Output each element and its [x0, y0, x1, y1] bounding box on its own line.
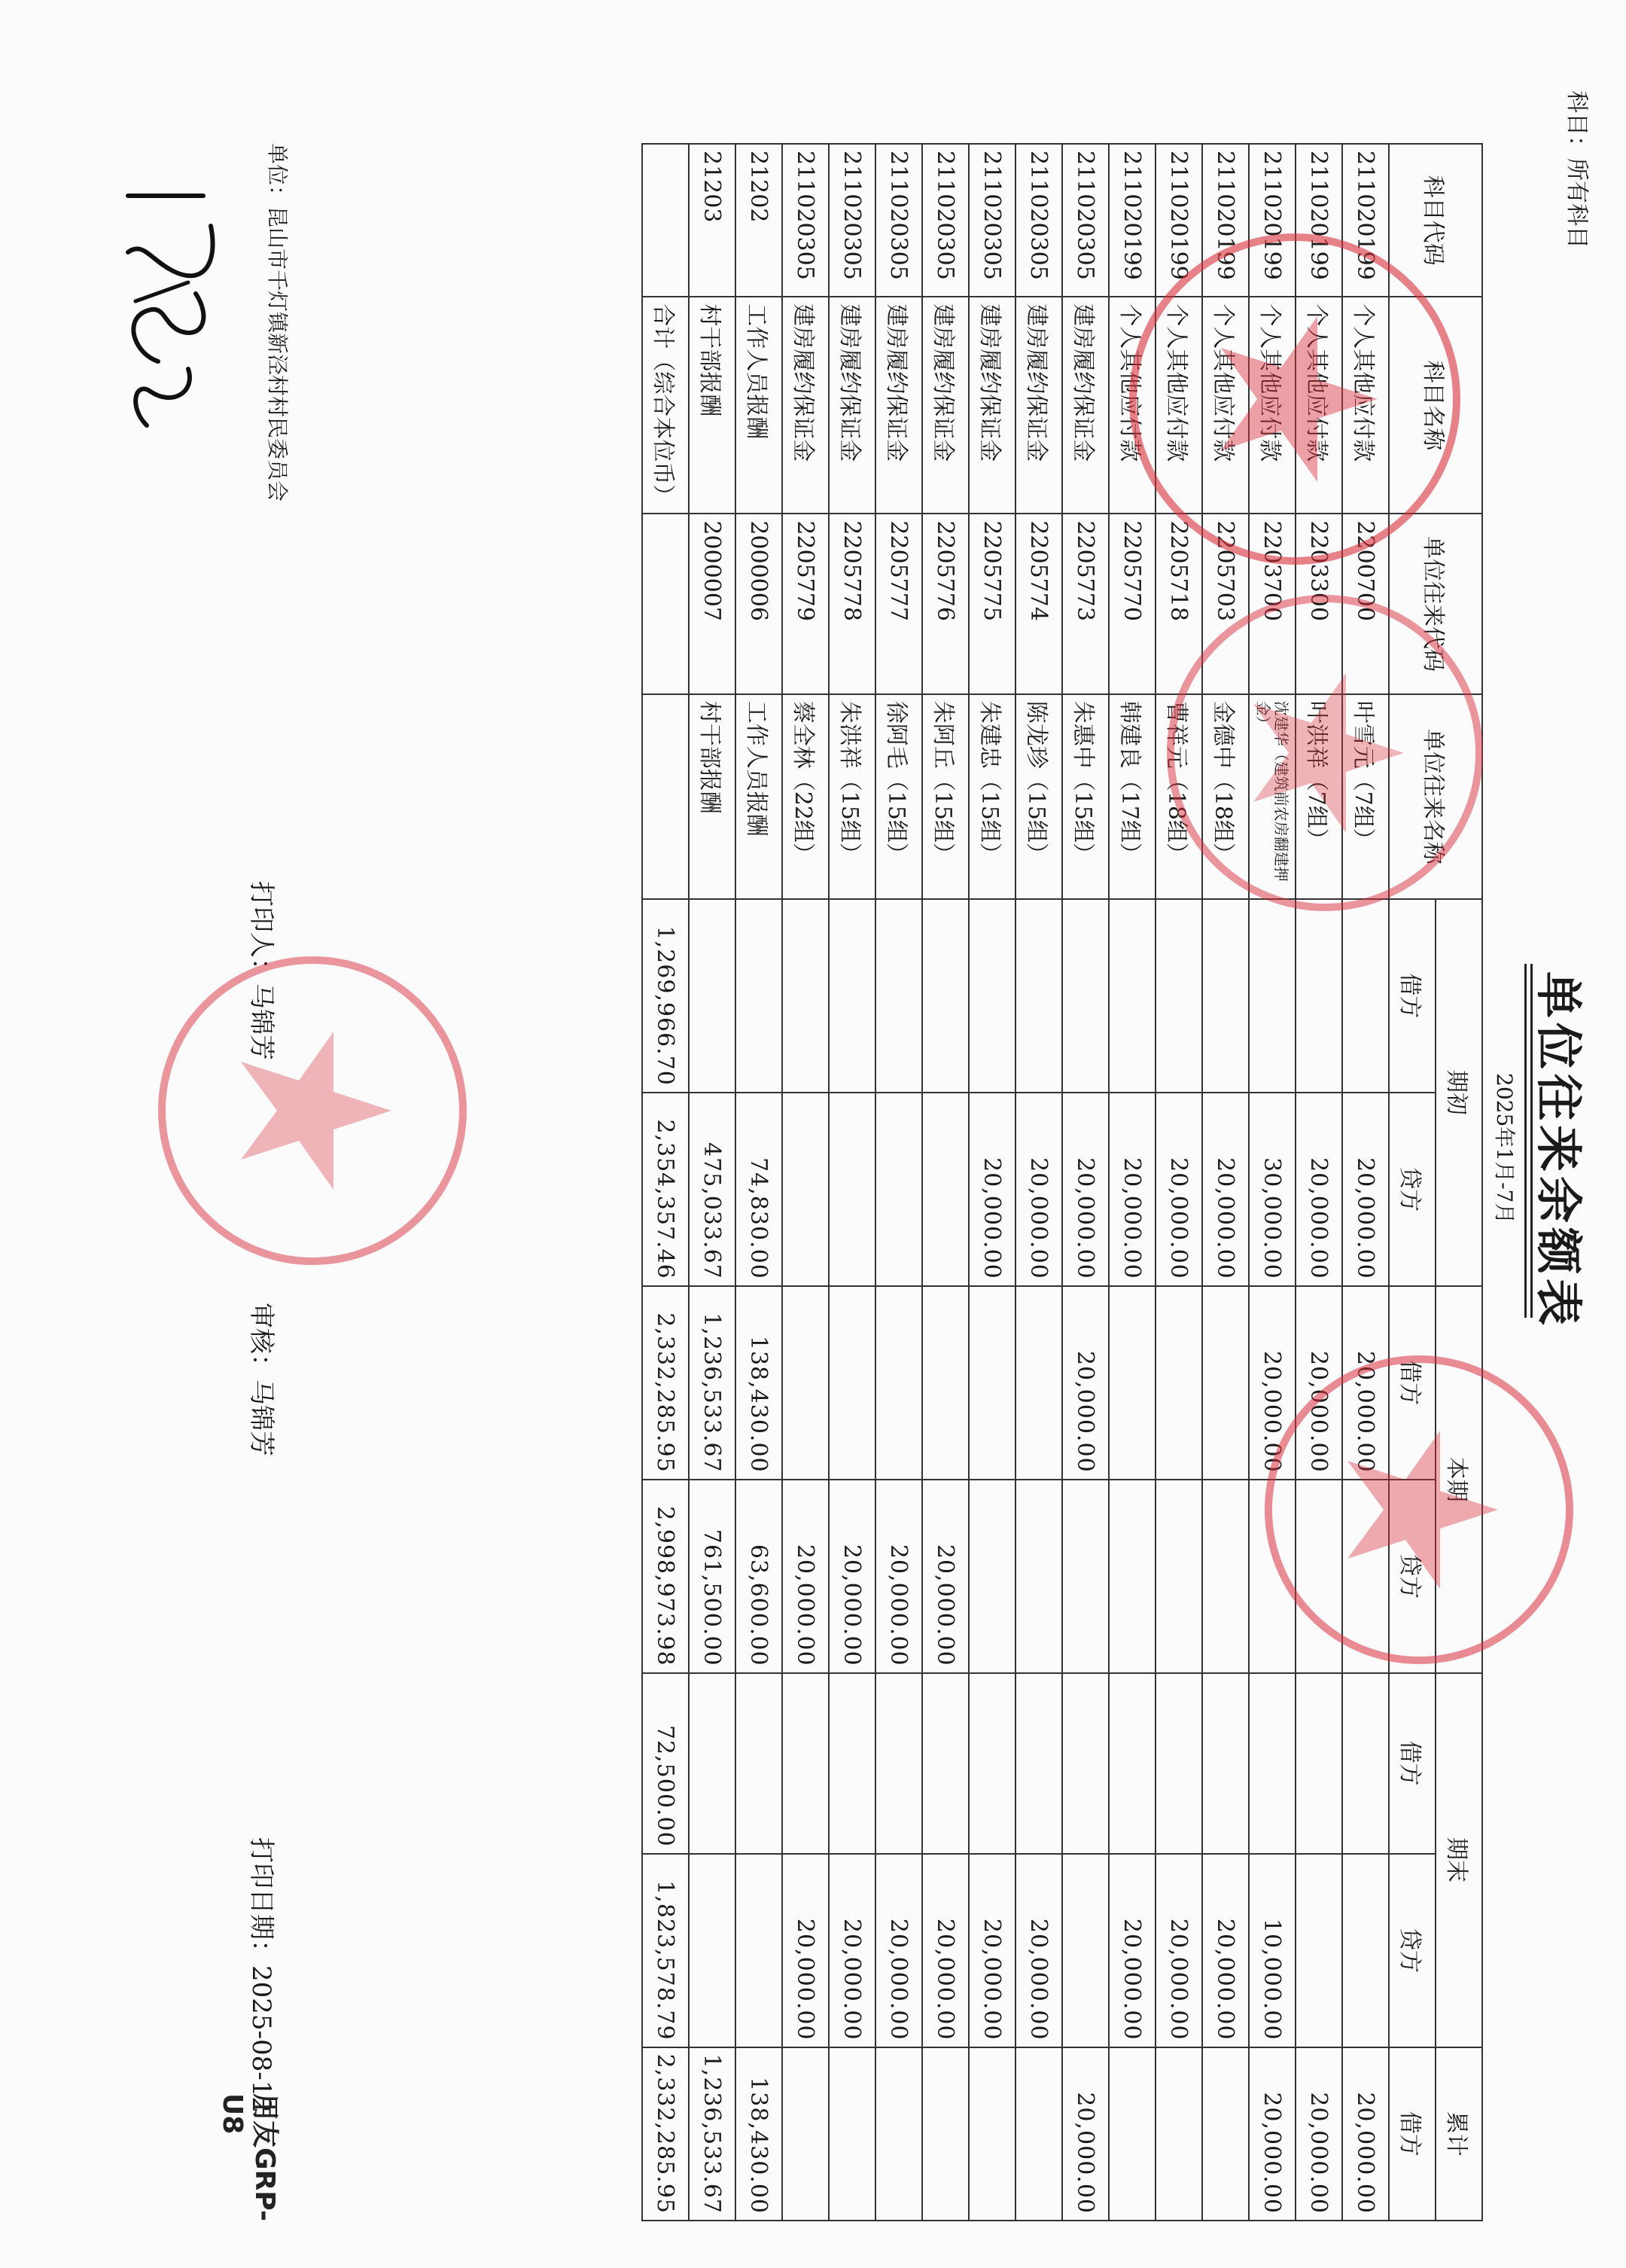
table-row — [1156, 144, 1202, 2221]
cell-open-dr — [782, 899, 829, 1093]
seal-bottom — [151, 949, 474, 1273]
cell-cur-cr — [1296, 1480, 1342, 1673]
cell-close-dr — [1342, 1673, 1389, 1854]
table-row — [1296, 144, 1342, 2221]
footer-print-date: 打印日期：2025-08-12 — [246, 1837, 276, 2114]
table-row — [969, 144, 1015, 2221]
cell-cur-cr — [969, 1480, 1015, 1673]
cell-code: 211020199 — [1249, 144, 1296, 297]
cell-open-cr: 20,000.00 — [1062, 1093, 1109, 1286]
cell-cum-dr — [969, 2047, 1015, 2221]
col-header-opening-debit: 借方 — [1389, 899, 1436, 1093]
cell-cum-dr: 20,000.00 — [1342, 2047, 1389, 2221]
cell-close-dr — [1062, 1673, 1109, 1854]
cell-close-dr — [1109, 1673, 1156, 1854]
cell-code: 211020305 — [875, 144, 922, 297]
title-underline-second — [1524, 964, 1527, 1318]
cell-close-cr: 20,000.00 — [1156, 1854, 1202, 2047]
cell-cur-dr: 20,000.00 — [1342, 1286, 1389, 1480]
table-total-row — [642, 144, 689, 2221]
cell-cur-cr — [1156, 1480, 1202, 1673]
cell-close-dr — [735, 1673, 782, 1854]
cell-code: 211020305 — [782, 144, 829, 297]
cell-name: 村干部报酬 — [689, 297, 735, 514]
cell-name: 个人其他应付款 — [1109, 297, 1156, 514]
cell-name: 个人其他应付款 — [1202, 297, 1249, 514]
cell-cum-dr — [1015, 2047, 1062, 2221]
cell-open-cr: 20,000.00 — [969, 1093, 1015, 1286]
cell-cur-dr — [1156, 1286, 1202, 1480]
table-row — [829, 144, 875, 2221]
cell-partner-code: 2205779 — [782, 514, 829, 694]
cell-blank — [642, 144, 689, 297]
cell-open-dr — [1202, 899, 1249, 1093]
cell-code: 211020199 — [1109, 144, 1156, 297]
cell-close-cr: 20,000.00 — [1015, 1854, 1062, 2047]
group-header-current: 本期 — [1436, 1286, 1482, 1673]
cell-cur-cr: 63,600.00 — [735, 1480, 782, 1673]
cell-partner-name: 陈龙珍（15组） — [1015, 694, 1062, 899]
cell-cum-dr: 20,000.00 — [1249, 2047, 1296, 2221]
cell-name: 工作人员报酬 — [735, 297, 782, 514]
cell-partner-code: 2205774 — [1015, 514, 1062, 694]
col-header-current-debit: 借方 — [1389, 1286, 1436, 1480]
cell-partner-code: 2203300 — [1296, 514, 1342, 694]
cell-close-dr — [829, 1673, 875, 1854]
cell-partner-code: 2000006 — [735, 514, 782, 694]
cell-open-dr — [735, 899, 782, 1093]
cell-code: 21203 — [689, 144, 735, 297]
cell-cur-dr: 138,430.00 — [735, 1286, 782, 1480]
cell-partner-name: 朱阿丘（15组） — [922, 694, 969, 899]
cell-open-cr: 30,000.00 — [1249, 1093, 1296, 1286]
cell-open-dr — [1109, 899, 1156, 1093]
cell-open-dr — [1156, 899, 1202, 1093]
cell-close-dr — [1296, 1673, 1342, 1854]
cell-partner-code: 2205775 — [969, 514, 1015, 694]
balance-table — [641, 143, 1483, 2221]
cell-cur-cr — [1109, 1480, 1156, 1673]
cell-name: 建房履约保证金 — [922, 297, 969, 514]
table-row — [1062, 144, 1109, 2221]
cell-partner-name: 朱建忠（15组） — [969, 694, 1015, 899]
cell-close-cr: 20,000.00 — [1202, 1854, 1249, 2047]
cell-partner-name: 徐阿毛（15组） — [875, 694, 922, 899]
col-header-cumulative-debit: 借方 — [1389, 2047, 1436, 2221]
cell-name: 个人其他应付款 — [1296, 297, 1342, 514]
subject-line: 科目：所有科目 — [1564, 90, 1590, 248]
header-row-group — [1436, 144, 1482, 2221]
cell-code: 211020305 — [829, 144, 875, 297]
table-row — [689, 144, 735, 2221]
cell-close-dr — [782, 1673, 829, 1854]
cell-close-dr — [922, 1673, 969, 1854]
cell-close-cr: 20,000.00 — [829, 1854, 875, 2047]
cell-code: 211020199 — [1156, 144, 1202, 297]
cell-total-cur-dr: 2,332,285.95 — [642, 1286, 689, 1480]
cell-cur-dr: 1,236,533.67 — [689, 1286, 735, 1480]
cell-partner-name: 蔡全林（22组） — [782, 694, 829, 899]
cell-total-label: 合计（综合本位币） — [642, 297, 689, 514]
cell-code: 211020305 — [1015, 144, 1062, 297]
cell-close-cr — [689, 1854, 735, 2047]
cell-open-cr: 20,000.00 — [1342, 1093, 1389, 1286]
cell-cur-dr — [1015, 1286, 1062, 1480]
cell-code: 211020199 — [1296, 144, 1342, 297]
cell-open-dr — [829, 899, 875, 1093]
cell-code: 211020199 — [1342, 144, 1389, 297]
cell-partner-name: 工作人员报酬 — [735, 694, 782, 899]
cell-cum-dr — [829, 2047, 875, 2221]
cell-open-dr — [875, 899, 922, 1093]
handwritten-signature — [113, 181, 233, 437]
cell-open-cr: 475,033.67 — [689, 1093, 735, 1286]
cell-total-cum-dr: 2,332,285.95 — [642, 2047, 689, 2221]
cell-partner-code: 2205770 — [1109, 514, 1156, 694]
cell-cum-dr — [1156, 2047, 1202, 2221]
cell-cur-cr: 20,000.00 — [782, 1480, 829, 1673]
cell-partner-code: 2205773 — [1062, 514, 1109, 694]
cell-open-cr: 20,000.00 — [1015, 1093, 1062, 1286]
cell-code: 211020305 — [922, 144, 969, 297]
col-header-opening-credit: 贷方 — [1389, 1093, 1436, 1286]
cell-cur-dr — [1202, 1286, 1249, 1480]
cell-cur-dr: 20,000.00 — [1296, 1286, 1342, 1480]
cell-partner-name: 朱惠中（15组） — [1062, 694, 1109, 899]
table-row — [735, 144, 782, 2221]
cell-close-cr — [1296, 1854, 1342, 2047]
cell-close-dr — [689, 1673, 735, 1854]
cell-close-cr: 20,000.00 — [1109, 1854, 1156, 2047]
cell-cum-dr — [1109, 2047, 1156, 2221]
group-header-opening: 期初 — [1436, 899, 1482, 1286]
cell-open-dr — [1249, 899, 1296, 1093]
cell-partner-code: 2205718 — [1156, 514, 1202, 694]
cell-partner-name: 叶雪元（7组） — [1342, 694, 1389, 899]
group-header-cumulative: 累计 — [1436, 2047, 1482, 2221]
cell-total-close-cr: 1,823,578.79 — [642, 1854, 689, 2047]
cell-name: 个人其他应付款 — [1249, 297, 1296, 514]
cell-close-cr: 20,000.00 — [969, 1854, 1015, 2047]
table-row — [1109, 144, 1156, 2221]
cell-partner-code: 2205777 — [875, 514, 922, 694]
group-header-closing: 期末 — [1436, 1673, 1482, 2047]
cell-open-cr: 20,000.00 — [1296, 1093, 1342, 1286]
cell-code: 211020305 — [1062, 144, 1109, 297]
table-row — [922, 144, 969, 2221]
cell-close-cr — [1062, 1854, 1109, 2047]
col-header-partner-name: 单位往来名称 — [1389, 694, 1482, 899]
cell-open-cr: 74,830.00 — [735, 1093, 782, 1286]
cell-partner-name: 朱洪祥（15组） — [829, 694, 875, 899]
cell-close-cr: 20,000.00 — [782, 1854, 829, 2047]
cell-open-dr — [922, 899, 969, 1093]
col-header-name: 科目名称 — [1389, 297, 1482, 514]
cell-cum-dr — [875, 2047, 922, 2221]
cell-close-dr — [1249, 1673, 1296, 1854]
col-header-current-credit: 贷方 — [1389, 1480, 1436, 1673]
table-row — [782, 144, 829, 2221]
cell-code: 211020305 — [969, 144, 1015, 297]
cell-name: 建房履约保证金 — [969, 297, 1015, 514]
cell-cur-dr — [829, 1286, 875, 1480]
cell-name: 个人其他应付款 — [1156, 297, 1202, 514]
title-underline — [1530, 964, 1533, 1318]
cell-partner-code: 2203700 — [1249, 514, 1296, 694]
cell-close-dr — [875, 1673, 922, 1854]
cell-close-cr — [735, 1854, 782, 2047]
cell-total-cur-cr: 2,998,973.98 — [642, 1480, 689, 1673]
footer-printer: 打印人：马锦芳 — [246, 881, 276, 1060]
cell-open-dr — [969, 899, 1015, 1093]
cell-open-cr: 20,000.00 — [1109, 1093, 1156, 1286]
cell-partner-name: 韩建良（17组） — [1109, 694, 1156, 899]
cell-cur-cr — [1342, 1480, 1389, 1673]
cell-partner-code: 2205776 — [922, 514, 969, 694]
cell-open-dr — [1062, 899, 1109, 1093]
table-row — [1015, 144, 1062, 2221]
cell-code: 211020199 — [1202, 144, 1249, 297]
cell-cur-dr — [875, 1286, 922, 1480]
cell-cur-cr — [1062, 1480, 1109, 1673]
cell-close-dr — [1015, 1673, 1062, 1854]
cell-open-cr — [922, 1093, 969, 1286]
cell-name: 建房履约保证金 — [875, 297, 922, 514]
table-row — [1342, 144, 1389, 2221]
report-title: 单位往来余额表 — [1531, 971, 1586, 1331]
cell-name: 建房履约保证金 — [829, 297, 875, 514]
table-row — [875, 144, 922, 2221]
cell-open-cr: 20,000.00 — [1202, 1093, 1249, 1286]
col-header-code: 科目代码 — [1389, 144, 1482, 297]
cell-cur-dr — [922, 1286, 969, 1480]
cell-partner-code: 2205778 — [829, 514, 875, 694]
cell-partner-code: 2000007 — [689, 514, 735, 694]
cell-cur-cr — [1249, 1480, 1296, 1673]
cell-name: 建房履约保证金 — [1015, 297, 1062, 514]
cell-blank — [642, 694, 689, 899]
cell-cur-dr — [969, 1286, 1015, 1480]
cell-open-dr — [1342, 899, 1389, 1093]
cell-cur-dr: 20,000.00 — [1062, 1286, 1109, 1480]
footer-reviewer: 审核：马锦芳 — [246, 1303, 276, 1456]
cell-code: 21202 — [735, 144, 782, 297]
cell-cur-cr: 20,000.00 — [922, 1480, 969, 1673]
cell-close-cr — [1342, 1854, 1389, 2047]
cell-partner-code: 2205703 — [1202, 514, 1249, 694]
cell-open-cr — [829, 1093, 875, 1286]
cell-partner-code: 2200700 — [1342, 514, 1389, 694]
cell-partner-name: 曹祥元（18组） — [1156, 694, 1202, 899]
cell-total-close-dr: 72,500.00 — [642, 1673, 689, 1854]
cell-close-cr: 20,000.00 — [922, 1854, 969, 2047]
cell-name: 个人其他应付款 — [1342, 297, 1389, 514]
cell-cum-dr: 20,000.00 — [1062, 2047, 1109, 2221]
col-header-closing-debit: 借方 — [1389, 1673, 1436, 1854]
cell-cur-cr: 20,000.00 — [829, 1480, 875, 1673]
cell-cum-dr: 1,236,533.67 — [689, 2047, 735, 2221]
table-row — [1249, 144, 1296, 2221]
cell-close-dr — [969, 1673, 1015, 1854]
cell-cum-dr: 138,430.00 — [735, 2047, 782, 2221]
report-period: 2025年1月-7月 — [1492, 1073, 1517, 1224]
col-header-partner-code: 单位往来代码 — [1389, 514, 1482, 694]
cell-cum-dr — [782, 2047, 829, 2221]
cell-open-cr — [875, 1093, 922, 1286]
footer-unit: 单位：昆山市千灯镇新泾村村民委员会 — [265, 143, 290, 502]
cell-open-dr — [1015, 899, 1062, 1093]
table-row — [1202, 144, 1249, 2221]
cell-cum-dr — [1202, 2047, 1249, 2221]
cell-name: 建房履约保证金 — [1062, 297, 1109, 514]
cell-cur-dr: 20,000.00 — [1249, 1286, 1296, 1480]
cell-open-dr — [1296, 899, 1342, 1093]
cell-cur-cr: 761,500.00 — [689, 1480, 735, 1673]
cell-close-dr — [1202, 1673, 1249, 1854]
cell-close-cr: 10,000.00 — [1249, 1854, 1296, 2047]
cell-close-cr: 20,000.00 — [875, 1854, 922, 2047]
col-header-closing-credit: 贷方 — [1389, 1854, 1436, 2047]
cell-total-open-dr: 1,269,966.70 — [642, 899, 689, 1093]
cell-cur-cr — [1015, 1480, 1062, 1673]
cell-name: 建房履约保证金 — [782, 297, 829, 514]
cell-open-cr — [782, 1093, 829, 1286]
cell-open-dr — [689, 899, 735, 1093]
software-logo: 用友GRP-U8 — [217, 2093, 280, 2221]
report-sheet — [90, 68, 1596, 2221]
cell-close-dr — [1156, 1673, 1202, 1854]
cell-cum-dr — [922, 2047, 969, 2221]
cell-cum-dr: 20,000.00 — [1296, 2047, 1342, 2221]
cell-cur-dr — [782, 1286, 829, 1480]
cell-cur-cr — [1202, 1480, 1249, 1673]
cell-blank — [642, 514, 689, 694]
cell-total-open-cr: 2,354,357.46 — [642, 1093, 689, 1286]
cell-cur-cr: 20,000.00 — [875, 1480, 922, 1673]
cell-cur-dr — [1109, 1286, 1156, 1480]
cell-partner-name: 叶洪祥（7组） — [1296, 694, 1342, 899]
cell-partner-name: 金德中（18组） — [1202, 694, 1249, 899]
cell-open-cr: 20,000.00 — [1156, 1093, 1202, 1286]
cell-partner-name: 沈建华（建筑前农房翻建押金） — [1249, 694, 1296, 899]
cell-partner-name: 村干部报酬 — [689, 694, 735, 899]
